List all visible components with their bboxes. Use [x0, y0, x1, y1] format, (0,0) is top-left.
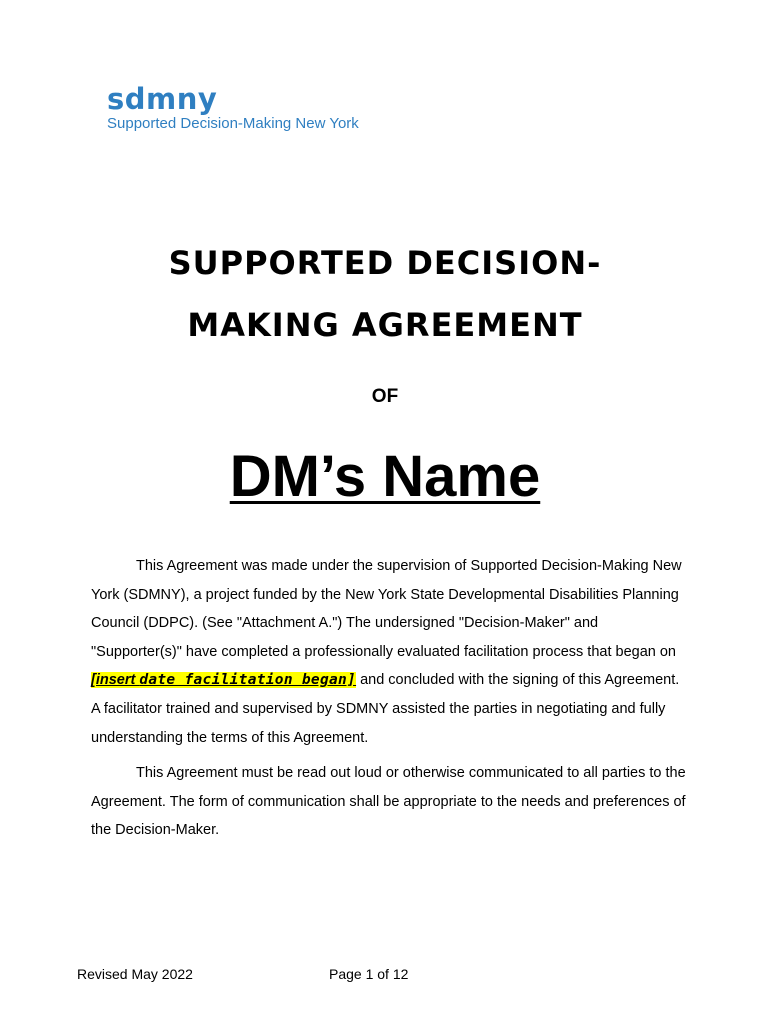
title-of: OF: [371, 386, 399, 407]
decision-maker-name: DM’s Name: [229, 444, 541, 509]
paragraph-2-text: This Agreement must be read out loud or otherwise communicated to all parties to the Agreement. The form of communication shall be appropriate to the needs and preferences of the Decision-Maker.: [91, 765, 686, 839]
paragraph-1-continued: and concluded with the signing of this Agreement. A facilitator trained and supervised by SDMNY assisted the parties in negotiating and fully understanding the terms of this Agreement.: [91, 672, 680, 746]
paragraph-1: [91, 552, 691, 752]
sdmny-logo: [107, 84, 359, 133]
document-title-line-2: MAKING AGREEMENT: [187, 306, 583, 344]
date-placeholder-highlight: [91, 672, 356, 688]
date-placeholder-text: date facilitation began]: [139, 672, 357, 689]
footer-revised-date: Revised May 2022: [77, 966, 193, 982]
paragraph-1-text: This Agreement was made under the supervision of Supported Decision-Making New York (SDMNY), a project funded by the New York State Developmental Disabilities Planning Council (DDPC). (See "Attachment A.") The undersigned "Decision-Maker" and "Supporter(s)" have completed a professionally evaluated facilitation process that began on: [91, 558, 682, 660]
paragraph-2: [91, 759, 691, 845]
logo-wordmark: sdmny: [107, 82, 218, 116]
footer-page-number: Page 1 of 12: [329, 966, 409, 982]
date-placeholder-prefix: [insert: [91, 672, 140, 689]
document-title-line-1: SUPPORTED DECISION-: [168, 244, 602, 282]
logo-tagline: Supported Decision-Making New York: [107, 115, 359, 132]
